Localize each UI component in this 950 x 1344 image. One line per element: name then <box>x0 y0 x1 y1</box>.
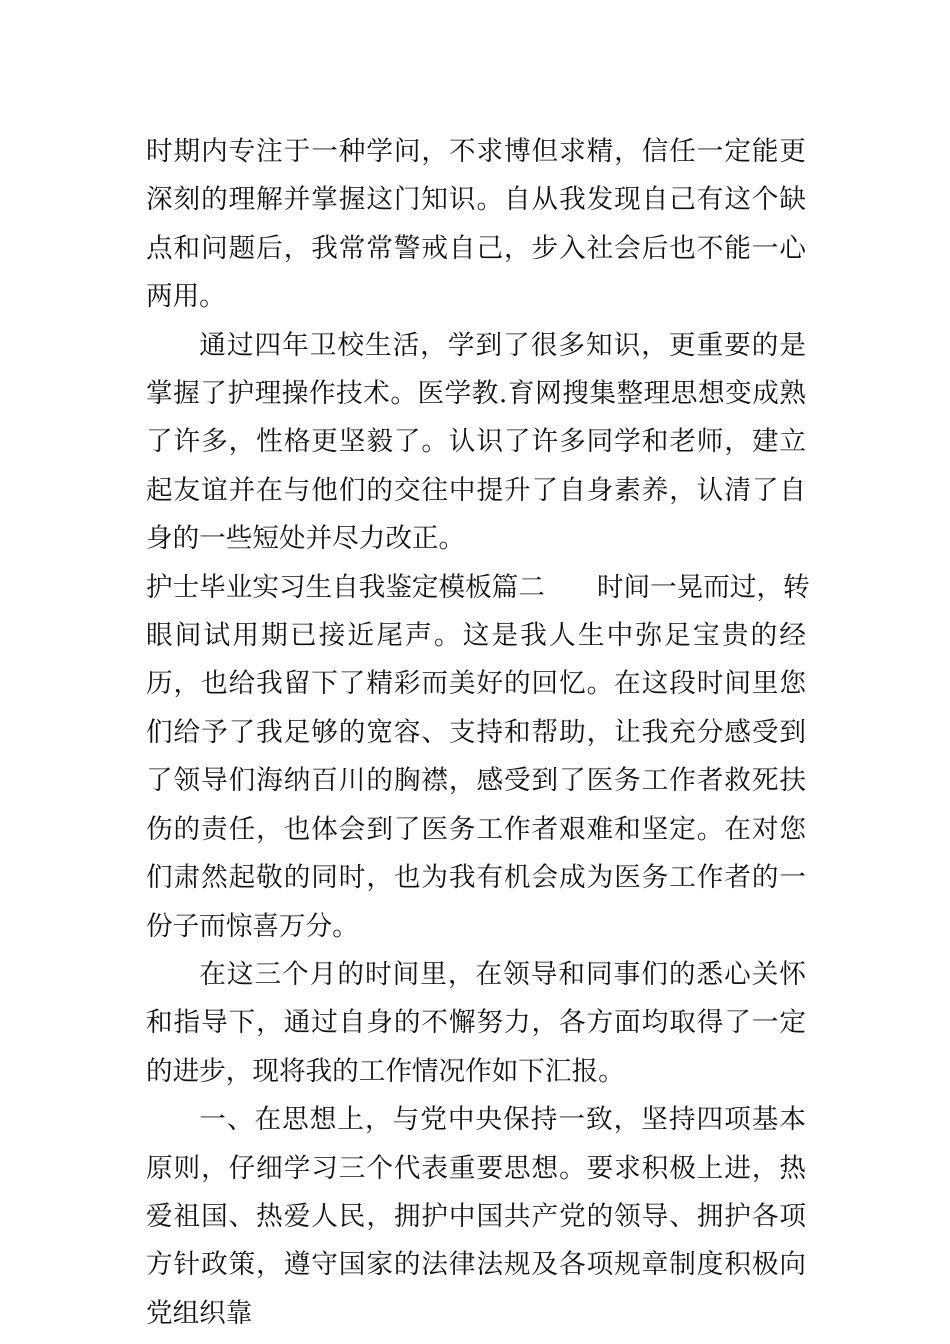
section-paragraph-rest: 眼间试用期已接近尾声。这是我人生中弥足宝贵的经历，也给我留下了精彩而美好的回忆。在这段时间里您们给予了我足够的宽容、支持和帮助，让我充分感受到了领导们海纳百川的胸襟，感受到了医务工作者救死扶伤的责任，也体会到了医务工作者艰难和坚定。在对您们肃然起敬的同时，也为我有机会成为医务工作者的一份子而惊喜万分。 <box>146 620 806 942</box>
section-two-paragraph <box>146 564 810 951</box>
paragraph-school-life: 通过四年卫校生活，学到了很多知识，更重要的是掌握了护理操作技术。医学教.育网搜集整理思想变成熟了许多，性格更坚毅了。认识了许多同学和老师，建立起友谊并在与他们的交往中提升了自身素养，认清了自身的一些短处并尽力改正。 <box>146 329 806 555</box>
section-heading-line <box>146 572 810 603</box>
paragraph-continuation: 时期内专注于一种学问，不求博但求精，信任一定能更深刻的理解并掌握这门知识。自从我发现自己有这个缺点和问题后，我常常警戒自己，步入社会后也不能一心两用。 <box>146 136 806 313</box>
paragraph-three-months: 在这三个月的时间里，在领导和同事们的悉心关怀和指导下，通过自身的不懈努力，各方面均取得了一定的进步，现将我的工作情况作如下汇报。 <box>146 958 806 1087</box>
paragraph-ideology: 一、在思想上，与党中央保持一致，坚持四项基本原则，仔细学习三个代表重要思想。要求积极上进，热爱祖国、热爱人民，拥护中国共产党的领导、拥护各项方针政策，遵守国家的法律法规及各项规章制度积极向党组织靠 <box>146 1104 806 1329</box>
section-heading: 护士毕业实习生自我鉴定模板篇二 <box>146 571 545 603</box>
section-lead-text: 时间一晃而过，转 <box>596 571 810 603</box>
document-body <box>146 128 810 1338</box>
